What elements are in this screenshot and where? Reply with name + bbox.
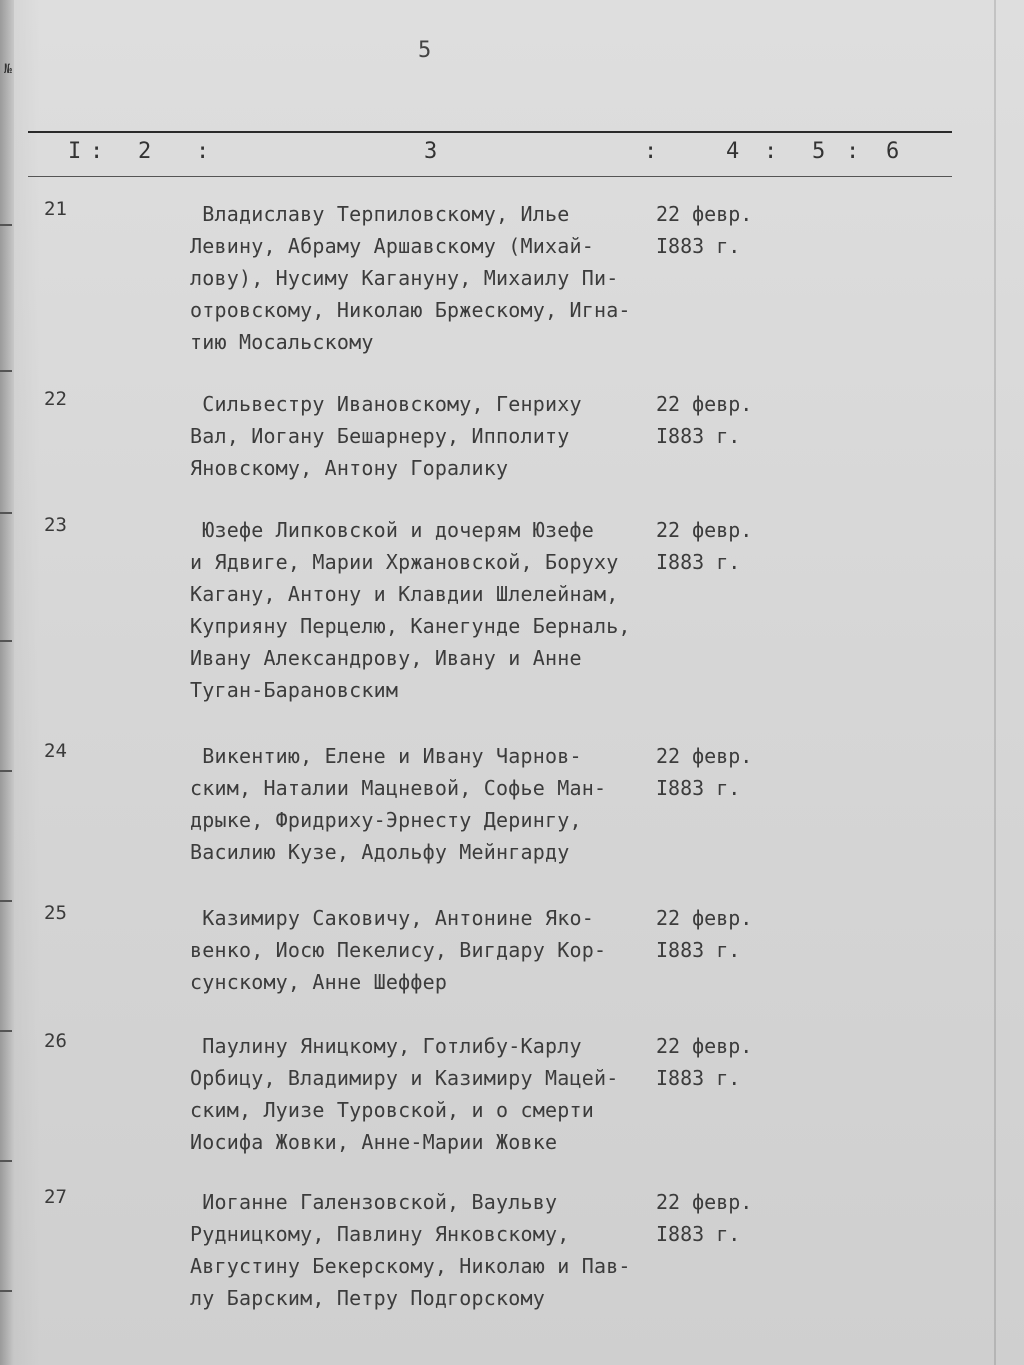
header-col-6: 6 — [886, 139, 900, 164]
record-date: 22 февр. I883 г. — [656, 1190, 753, 1246]
record-date: 22 февр. I883 г. — [656, 906, 753, 962]
page-fold — [994, 0, 996, 1365]
record-names: Иоганне Галензовской, Ваульву Рудницкому, Павлину Янковскому, Августину Бекерскому, Николаю и Пав- лу Барским, Петру Подгорскому — [190, 1190, 631, 1310]
header-separator: : — [644, 139, 658, 164]
page-number: 5 — [418, 38, 432, 63]
record-number: 22 — [44, 388, 67, 410]
header-top-rule — [28, 131, 952, 133]
record-names: Паулину Яницкому, Готлибу-Карлу Орбицу, Владимиру и Казимиру Мацей- ским, Луизе Туровской, и о смерти Иосифа Жовки, Анне-Марии Жовке — [190, 1034, 619, 1154]
header-separator: : — [846, 139, 860, 164]
record-names: Юзефе Липковской и дочерям Юзефе и Ядвиге, Марии Хржановской, Боруху Кагану, Антону и Клавдии Шлелейнам, Куприяну Перцелю, Канегунде Берналь, Ивану Александрову, Ивану и Анне Туган-Барановским — [190, 518, 631, 702]
binding-tick — [0, 770, 12, 772]
record-names: Сильвестру Ивановскому, Генриху Вал, Иогану Бешарнеру, Ипполиту Яновскому, Антону Горалику — [190, 392, 582, 480]
binding-tick — [0, 900, 12, 902]
record-date: 22 февр. I883 г. — [656, 1034, 753, 1090]
record-date: 22 февр. I883 г. — [656, 202, 753, 258]
record-number: 27 — [44, 1186, 67, 1208]
binding-tick — [0, 370, 12, 372]
record-names: Казимиру Саковичу, Антонине Яко- венко, Иосю Пекелису, Вигдару Кор- сунскому, Анне Шеффер — [190, 906, 607, 994]
header-separator: : — [196, 139, 210, 164]
record-number: 25 — [44, 902, 67, 924]
record-names: Владиславу Терпиловскому, Илье Левину, Абраму Аршавскому (Михай- лову), Нусиму Кагануну, Михаилу Пи- отровскому, Николаю Бржескому, Игна- тию Мосальскому — [190, 202, 631, 354]
record-number: 26 — [44, 1030, 67, 1052]
record-number: 24 — [44, 740, 67, 762]
corner-mark: № — [4, 62, 12, 77]
table-header — [28, 137, 952, 173]
record-number: 23 — [44, 514, 67, 536]
record-number: 21 — [44, 198, 67, 220]
header-separator: : — [90, 139, 104, 164]
header-col-1: I — [68, 139, 82, 164]
binding-tick — [0, 224, 12, 226]
binding-tick — [0, 640, 12, 642]
record-names: Викентию, Елене и Ивану Чарнов- ским, Наталии Мацневой, Софье Ман- дрыке, Фридриху-Эрнесту Дерингу, Василию Кузе, Адольфу Мейнгарду — [190, 744, 607, 864]
header-bottom-rule — [28, 176, 952, 177]
header-separator: : — [764, 139, 778, 164]
record-date: 22 февр. I883 г. — [656, 518, 753, 574]
binding-tick — [0, 1160, 12, 1162]
binding-tick — [0, 512, 12, 514]
record-date: 22 февр. I883 г. — [656, 392, 753, 448]
header-col-2: 2 — [138, 139, 152, 164]
binding-tick — [0, 1290, 12, 1292]
header-col-4: 4 — [726, 139, 740, 164]
header-col-3: 3 — [424, 139, 438, 164]
header-col-5: 5 — [812, 139, 826, 164]
record-date: 22 февр. I883 г. — [656, 744, 753, 800]
binding-tick — [0, 1030, 12, 1032]
